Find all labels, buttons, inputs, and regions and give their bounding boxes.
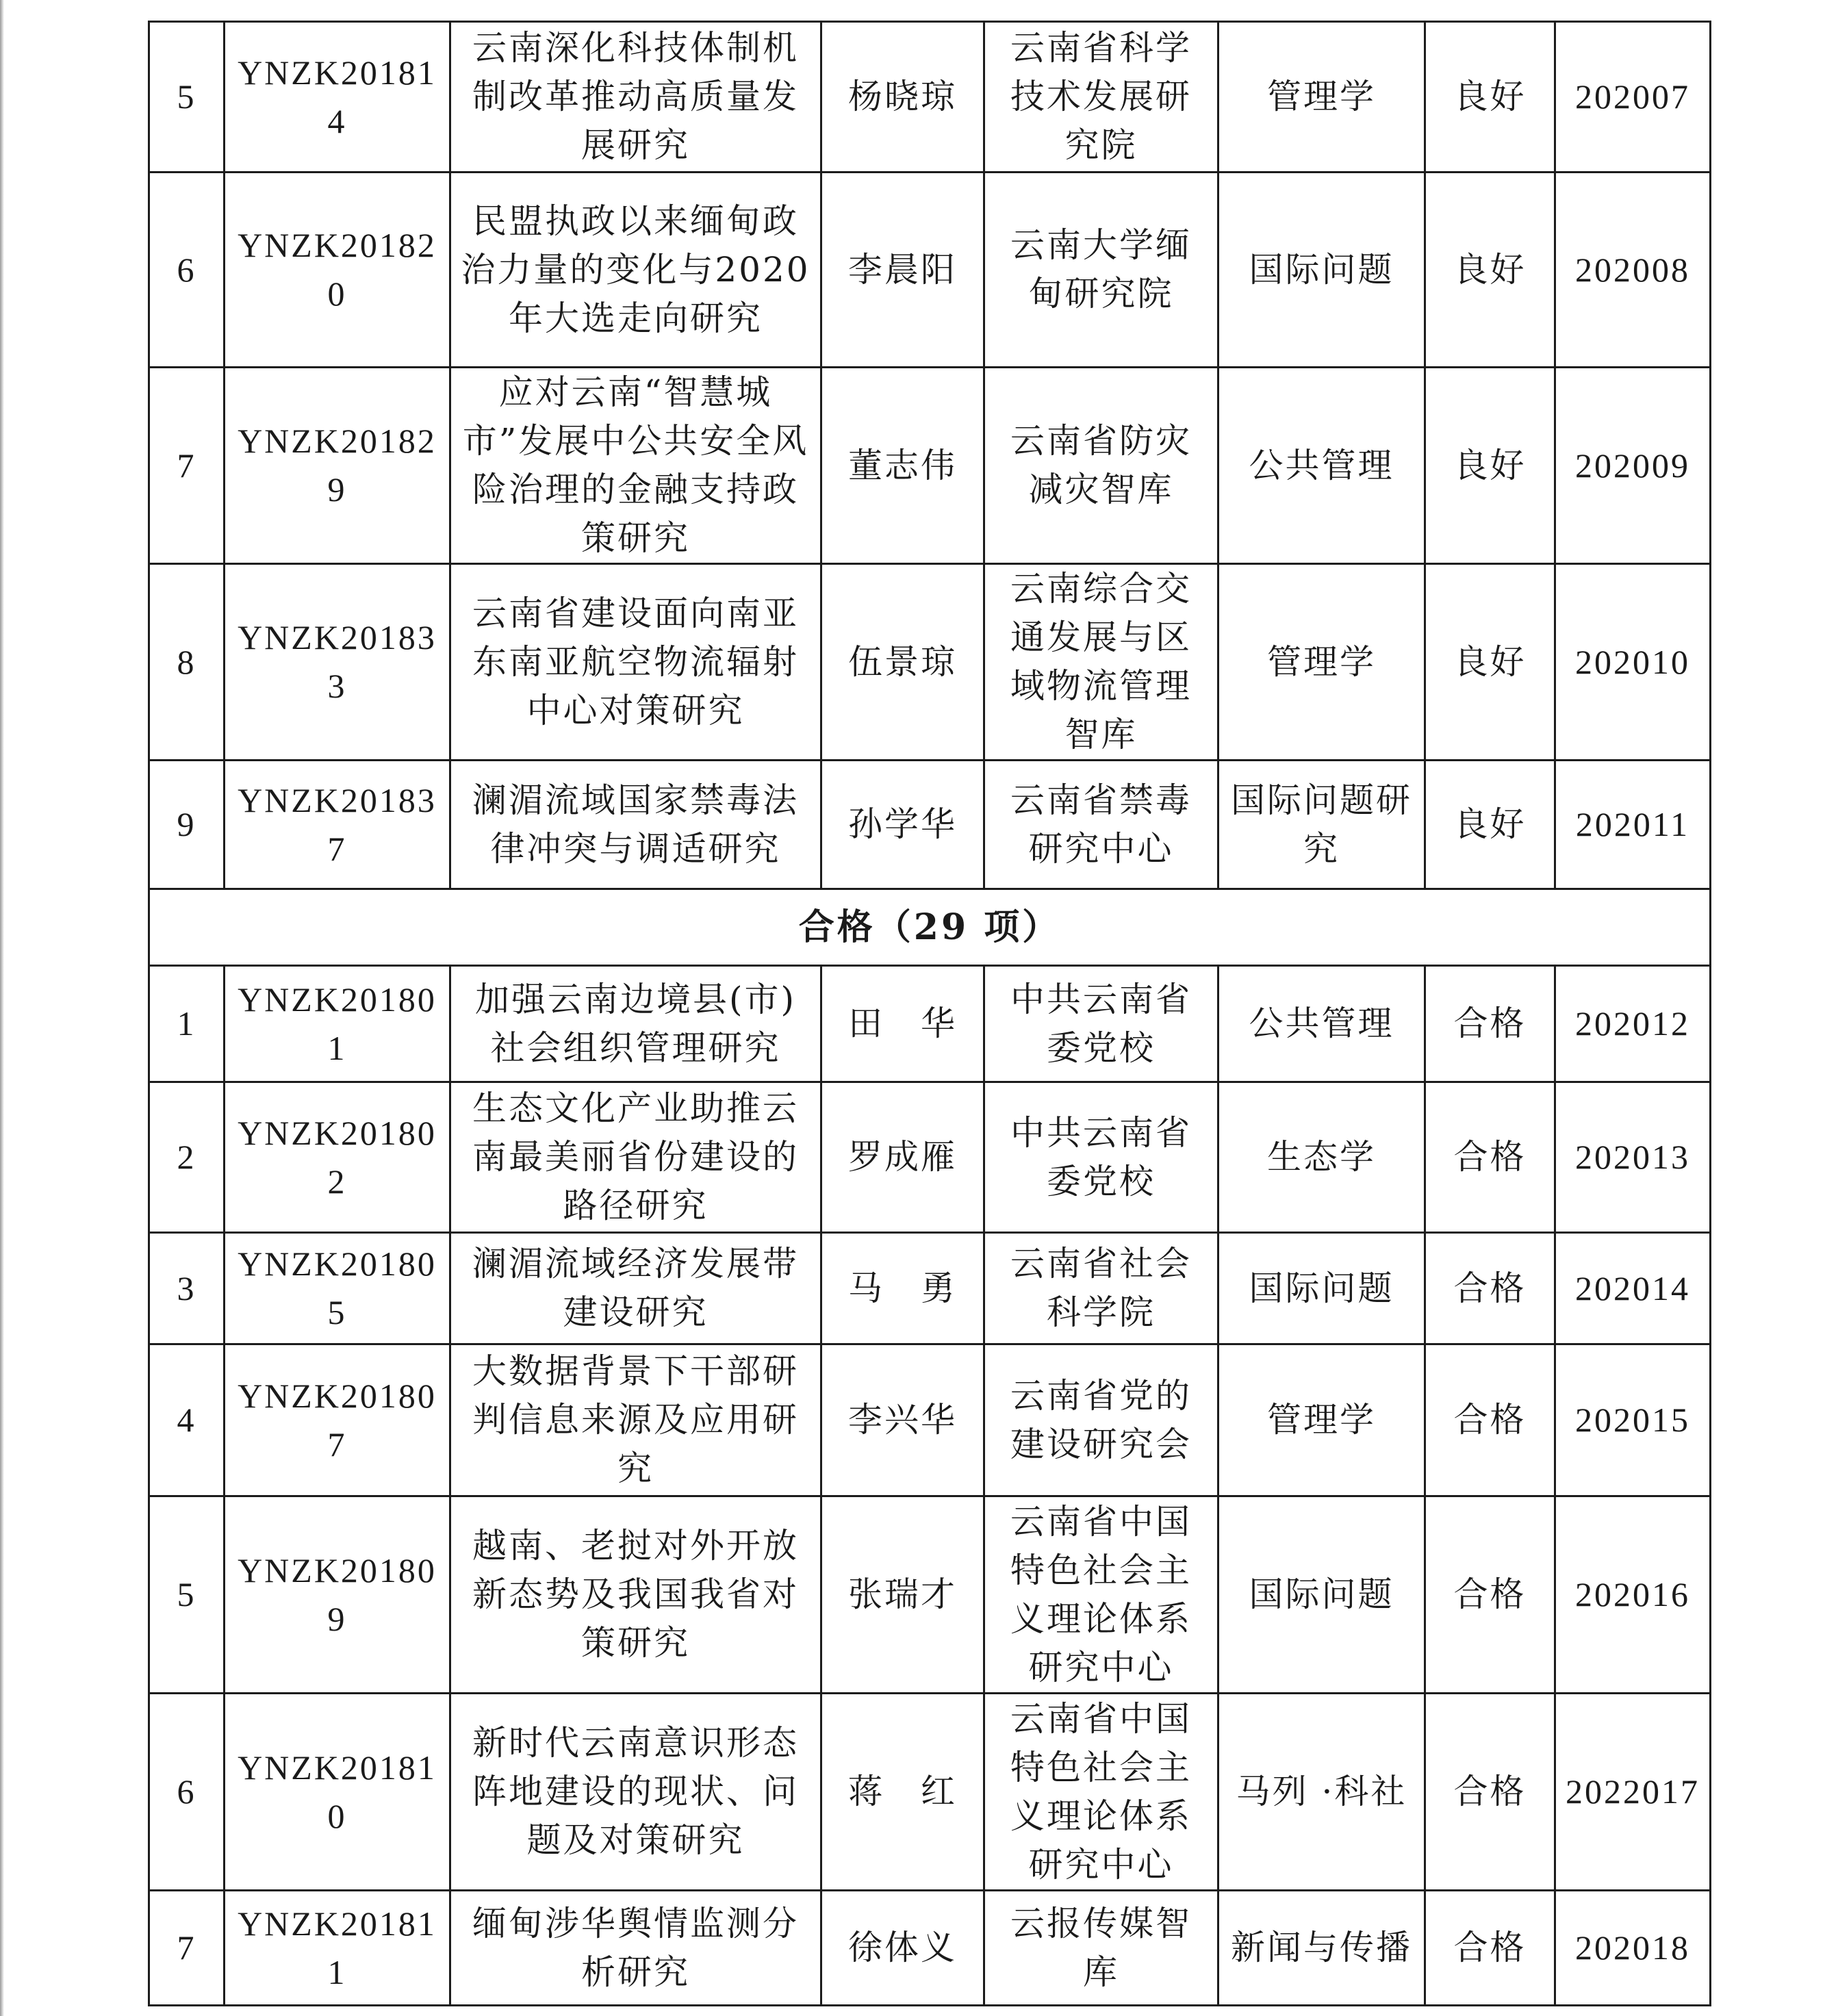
- project-discipline: 公共管理: [1218, 966, 1425, 1082]
- project-code: YNZK201805: [225, 1233, 450, 1344]
- project-leader: 杨晓琼: [821, 22, 984, 173]
- project-unit: 云南省中国特色社会主义理论体系研究中心: [984, 1694, 1218, 1891]
- project-discipline: 国际问题: [1218, 1496, 1425, 1694]
- row-number: 6: [149, 173, 225, 368]
- certificate-number: 202011: [1555, 761, 1711, 889]
- project-unit: 中共云南省委党校: [984, 1082, 1218, 1233]
- project-code: YNZK201807: [225, 1344, 450, 1496]
- project-grade: 合格: [1425, 1233, 1555, 1344]
- project-grade: 良好: [1425, 22, 1555, 173]
- project-code: YNZK201829: [225, 368, 450, 564]
- project-code: YNZK201801: [225, 966, 450, 1082]
- project-code: YNZK201809: [225, 1496, 450, 1694]
- project-leader: 蒋 红: [821, 1694, 984, 1891]
- certificate-number: 202016: [1555, 1496, 1711, 1694]
- certificate-number: 202007: [1555, 22, 1711, 173]
- project-unit: 云南综合交通发展与区域物流管理智库: [984, 564, 1218, 761]
- project-code: YNZK201802: [225, 1082, 450, 1233]
- project-discipline: 国际问题研究: [1218, 761, 1425, 889]
- project-grade: 合格: [1425, 1082, 1555, 1233]
- project-grade: 合格: [1425, 1344, 1555, 1496]
- project-leader: 李兴华: [821, 1344, 984, 1496]
- table-row: [149, 173, 1711, 368]
- certificate-number: 202010: [1555, 564, 1711, 761]
- project-code: YNZK201814: [225, 22, 450, 173]
- project-unit: 云南省禁毒研究中心: [984, 761, 1218, 889]
- table-row: [149, 22, 1711, 173]
- certificate-number: 202008: [1555, 173, 1711, 368]
- project-title: 云南省建设面向南亚东南亚航空物流辐射中心对策研究: [450, 564, 821, 761]
- table-row: [149, 1496, 1711, 1694]
- row-number: 1: [149, 966, 225, 1082]
- project-discipline: 生态学: [1218, 1082, 1425, 1233]
- project-code: YNZK201820: [225, 173, 450, 368]
- project-unit: 云南省防灾减灾智库: [984, 368, 1218, 564]
- table-row: [149, 1344, 1711, 1496]
- project-leader: 孙学华: [821, 761, 984, 889]
- row-number: 2: [149, 1082, 225, 1233]
- certificate-number: 202018: [1555, 1891, 1711, 2006]
- project-code: YNZK201837: [225, 761, 450, 889]
- certificate-number: 202015: [1555, 1344, 1711, 1496]
- project-title: 缅甸涉华舆情监测分析研究: [450, 1891, 821, 2006]
- project-unit: 云报传媒智库: [984, 1891, 1218, 2006]
- project-title: 民盟执政以来缅甸政治力量的变化与2020年大选走向研究: [450, 173, 821, 368]
- certificate-number: 2022017: [1555, 1694, 1711, 1891]
- project-code: YNZK201810: [225, 1694, 450, 1891]
- table-row: [149, 564, 1711, 761]
- project-grade: 良好: [1425, 564, 1555, 761]
- project-discipline: 国际问题: [1218, 1233, 1425, 1344]
- project-unit: 云南省科学技术发展研究院: [984, 22, 1218, 173]
- project-grade: 良好: [1425, 173, 1555, 368]
- row-number: 4: [149, 1344, 225, 1496]
- project-discipline: 管理学: [1218, 22, 1425, 173]
- row-number: 9: [149, 761, 225, 889]
- project-discipline: 管理学: [1218, 1344, 1425, 1496]
- table-row: [149, 966, 1711, 1082]
- project-grade: 合格: [1425, 1694, 1555, 1891]
- table-row: [149, 1891, 1711, 2006]
- project-leader: 李晨阳: [821, 173, 984, 368]
- project-unit: 云南大学缅甸研究院: [984, 173, 1218, 368]
- row-number: 6: [149, 1694, 225, 1891]
- project-leader: 田 华: [821, 966, 984, 1082]
- project-title: 云南深化科技体制机制改革推动高质量发展研究: [450, 22, 821, 173]
- project-grade: 良好: [1425, 368, 1555, 564]
- table-row: [149, 368, 1711, 564]
- scan-edge-shadow: [0, 0, 4, 2016]
- project-discipline: 公共管理: [1218, 368, 1425, 564]
- project-title: 应对云南“智慧城市”发展中公共安全风险治理的金融支持政策研究: [450, 368, 821, 564]
- certificate-number: 202012: [1555, 966, 1711, 1082]
- project-title: 生态文化产业助推云南最美丽省份建设的路径研究: [450, 1082, 821, 1233]
- project-title: 加强云南边境县(市)社会组织管理研究: [450, 966, 821, 1082]
- certificate-number: 202014: [1555, 1233, 1711, 1344]
- project-discipline: 马列 ·科社: [1218, 1694, 1425, 1891]
- row-number: 7: [149, 1891, 225, 2006]
- row-number: 5: [149, 22, 225, 173]
- project-leader: 徐体义: [821, 1891, 984, 2006]
- certificate-number: 202009: [1555, 368, 1711, 564]
- project-unit: 云南省党的建设研究会: [984, 1344, 1218, 1496]
- project-grade: 合格: [1425, 1496, 1555, 1694]
- project-title: 澜湄流域国家禁毒法律冲突与调适研究: [450, 761, 821, 889]
- table-row: [149, 1694, 1711, 1891]
- project-title: 越南、老挝对外开放新态势及我国我省对策研究: [450, 1496, 821, 1694]
- row-number: 5: [149, 1496, 225, 1694]
- project-grade: 合格: [1425, 1891, 1555, 2006]
- table-body: [149, 22, 1711, 2006]
- certificate-number: 202013: [1555, 1082, 1711, 1233]
- table-row: [149, 1233, 1711, 1344]
- project-grade: 合格: [1425, 966, 1555, 1082]
- project-discipline: 管理学: [1218, 564, 1425, 761]
- project-leader: 马 勇: [821, 1233, 984, 1344]
- results-table: [148, 21, 1711, 2006]
- project-title: 新时代云南意识形态阵地建设的现状、问题及对策研究: [450, 1694, 821, 1891]
- project-unit: 云南省社会科学院: [984, 1233, 1218, 1344]
- section-label: 合格（29 项）: [149, 889, 1711, 966]
- project-code: YNZK201833: [225, 564, 450, 761]
- project-leader: 董志伟: [821, 368, 984, 564]
- table-row: [149, 761, 1711, 889]
- project-title: 大数据背景下干部研判信息来源及应用研究: [450, 1344, 821, 1496]
- project-grade: 良好: [1425, 761, 1555, 889]
- table-row: [149, 1082, 1711, 1233]
- row-number: 3: [149, 1233, 225, 1344]
- project-code: YNZK201811: [225, 1891, 450, 2006]
- row-number: 8: [149, 564, 225, 761]
- project-unit: 中共云南省委党校: [984, 966, 1218, 1082]
- project-leader: 张瑞才: [821, 1496, 984, 1694]
- project-discipline: 新闻与传播: [1218, 1891, 1425, 2006]
- section-header-row: [149, 889, 1711, 966]
- project-title: 澜湄流域经济发展带建设研究: [450, 1233, 821, 1344]
- project-discipline: 国际问题: [1218, 173, 1425, 368]
- project-unit: 云南省中国特色社会主义理论体系研究中心: [984, 1496, 1218, 1694]
- project-leader: 罗成雁: [821, 1082, 984, 1233]
- project-leader: 伍景琼: [821, 564, 984, 761]
- row-number: 7: [149, 368, 225, 564]
